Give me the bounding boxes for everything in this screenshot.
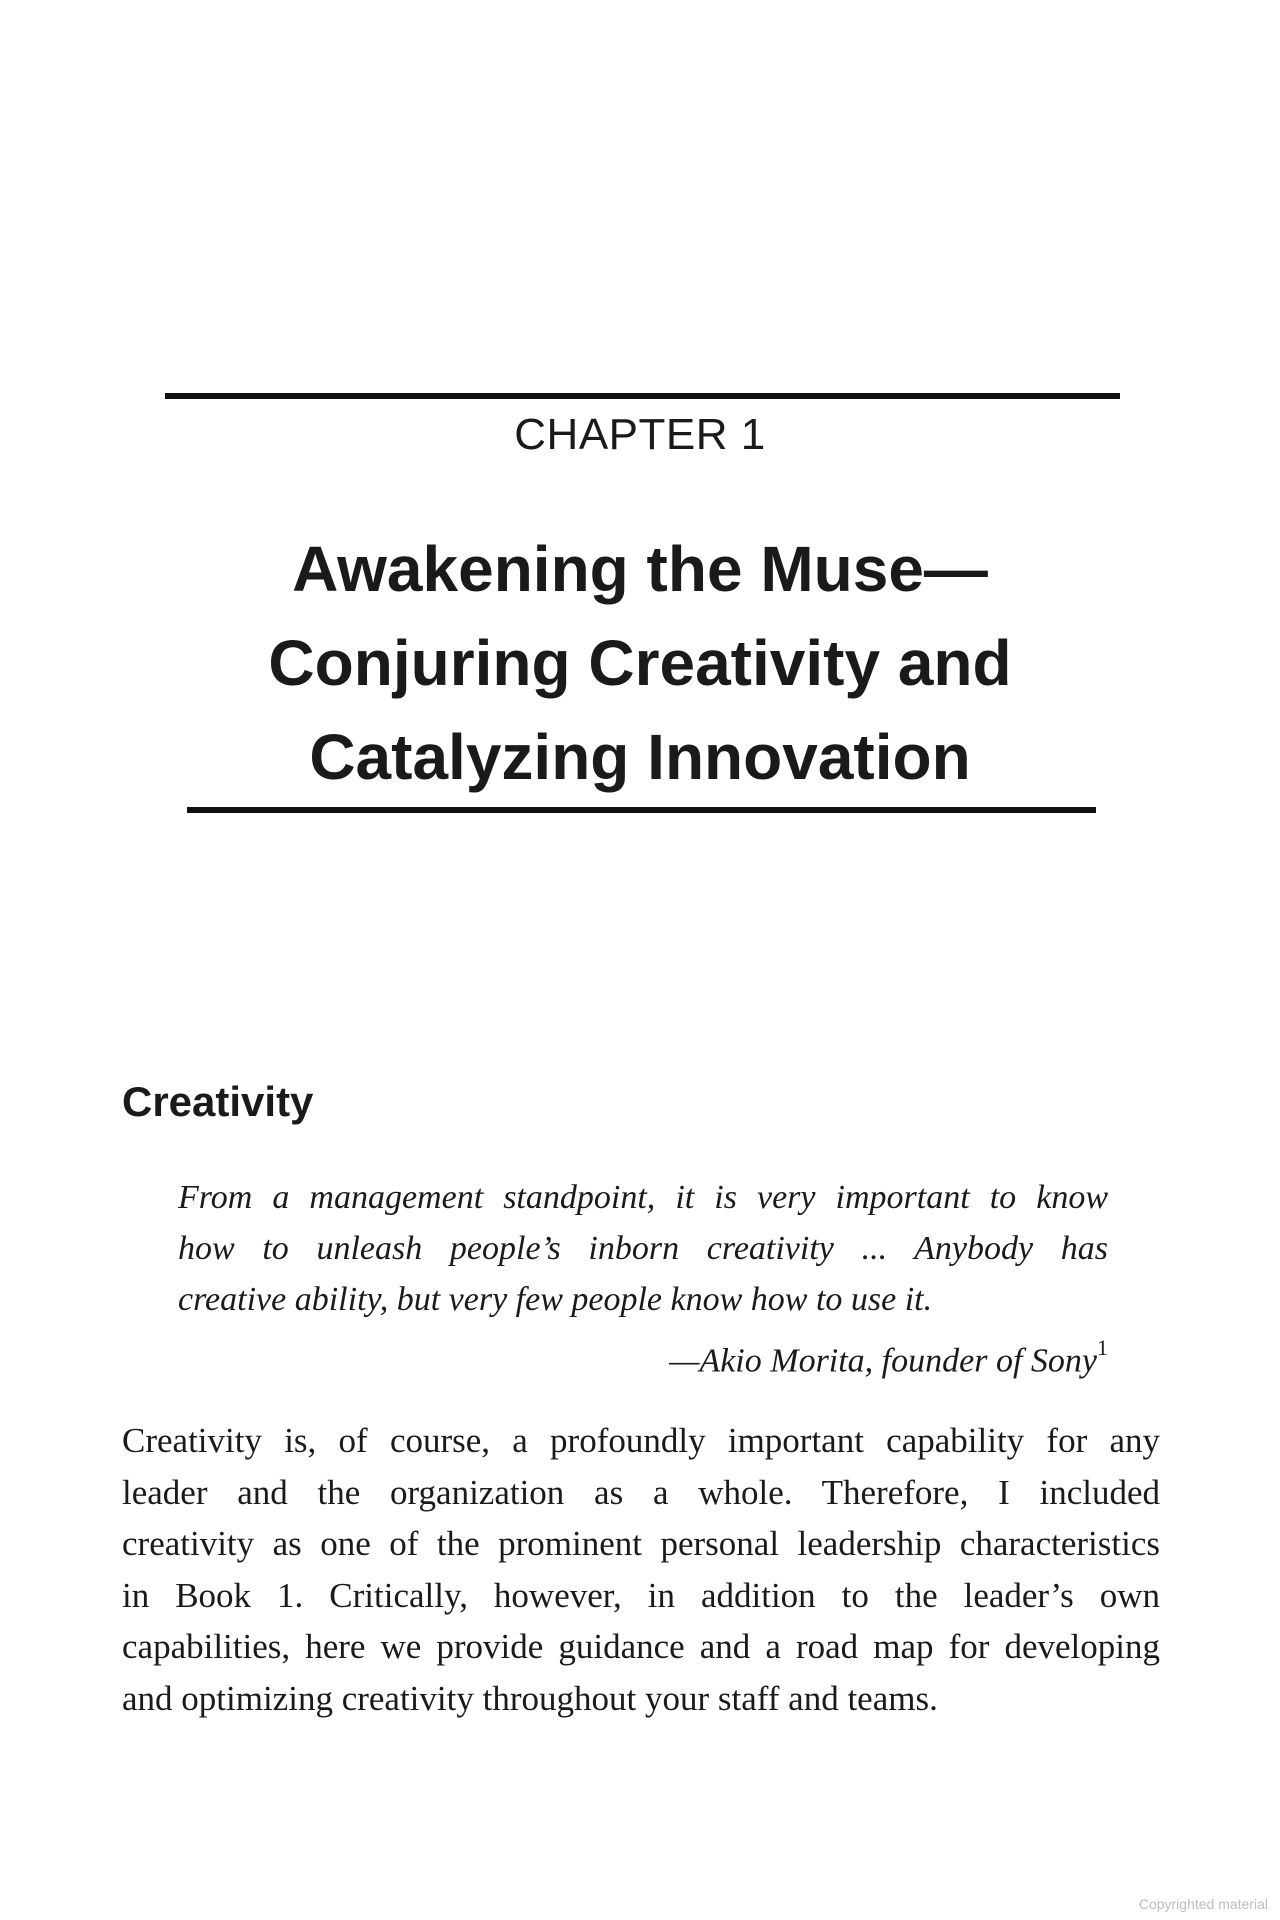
epigraph-line: how to unleash people’s inborn creativity ... Anybody has [178,1230,1108,1267]
paragraph-line: creativity as one of the prominent personal leadership characteristics [122,1524,1160,1563]
chapter-title-line: Catalyzing Innovation [309,721,971,793]
paragraph-line: in Book 1. Critically, however, in addition to the leader’s own [122,1575,1160,1615]
epigraph-attribution [178,1326,1108,1386]
epigraph-line: From a management standpoint, it is very important to know [178,1179,1108,1216]
section-heading: Creativity [122,1078,314,1125]
epigraph-quote [178,1172,1108,1325]
paragraph-line: capabilities, here we provide guidance and a road map for developing [122,1627,1160,1666]
epigraph-line: creative ability, but very few people know how to use it. [178,1281,933,1318]
chapter-bottom-rule [187,807,1096,813]
body-paragraph [122,1415,1160,1724]
chapter-title-line: Awakening the Muse— [292,533,988,605]
chapter-top-rule [165,393,1120,399]
chapter-title [0,522,1280,804]
paragraph-line: leader and the organization as a whole. Therefore, I included [122,1472,1160,1512]
chapter-title-line: Conjuring Creativity and [268,627,1012,699]
chapter-label: CHAPTER 1 [514,410,766,459]
attribution-text: —Akio Morita, founder of Sony [669,1342,1097,1380]
paragraph-line: and optimizing creativity throughout your staff and teams. [122,1678,938,1718]
paragraph-line: Creativity is, of course, a profoundly important capability for any [122,1421,1160,1460]
copyright-watermark: Copyrighted material [1138,1896,1268,1912]
footnote-reference: 1 [1097,1335,1108,1360]
